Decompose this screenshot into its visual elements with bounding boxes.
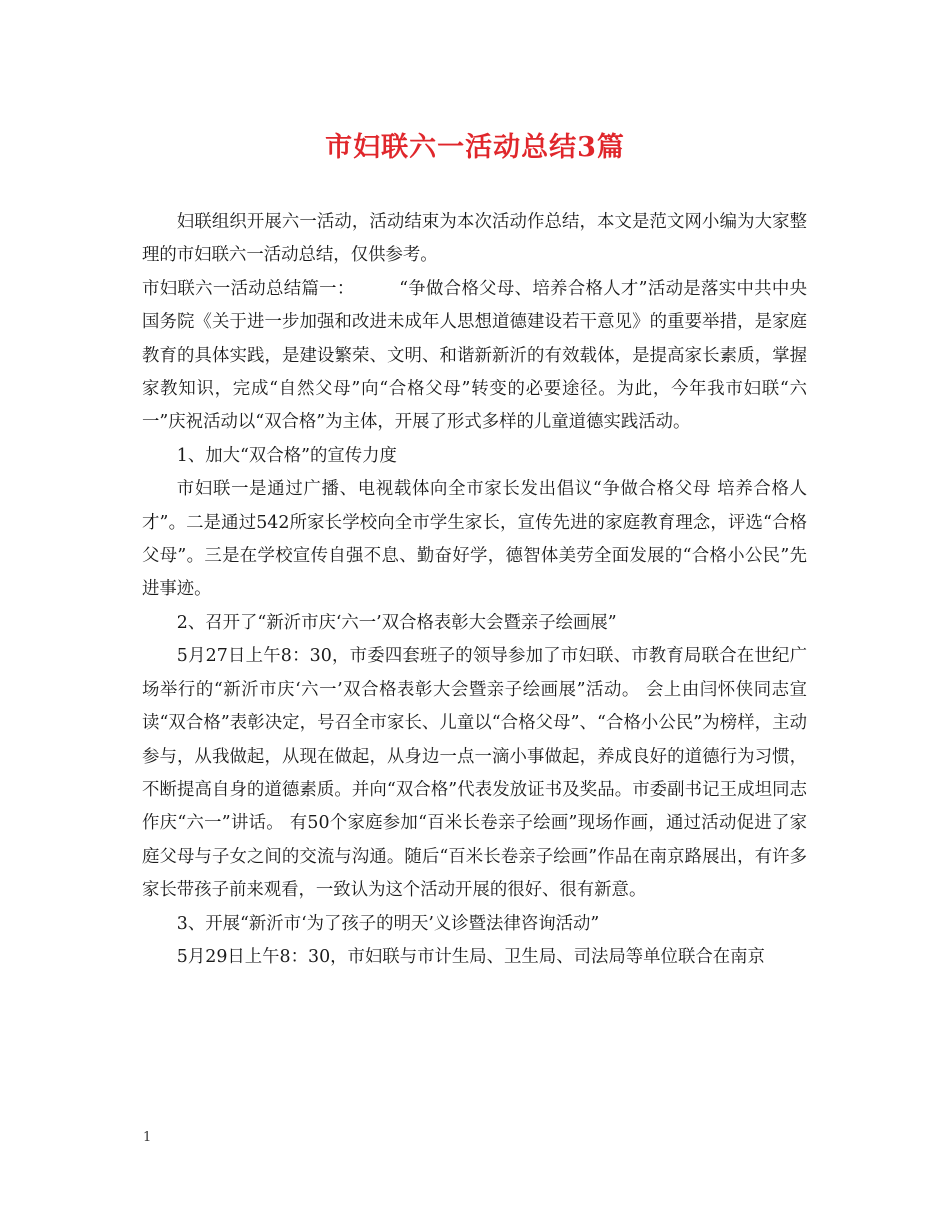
- section-heading-1: 1、加大“双合格”的宣传力度: [176, 445, 397, 466]
- paragraph-section-1: 市妇联一是通过广播、电视载体向全市家长发出倡议“争做合格父母 培养合格人才”。二是通过542所家长学校向全市学生家长，宣传先进的家庭教育理念，评选“合格父母”。三是在学校宣传自强不息、勤奋好学，德智体美劳全面发展的“合格小公民”先进事迹。: [142, 479, 807, 600]
- document-body: [142, 206, 807, 974]
- section-heading-2: 2、召开了“新沂市庆‘六一’双合格表彰大会暨亲子绘画展”: [176, 612, 617, 633]
- section-heading-3: 3、开展“新沂市‘为了孩子的明天’义诊暨法律咨询活动”: [176, 913, 600, 934]
- paragraph-section-2: 5月27日上午8：30，市委四套班子的领导参加了市妇联、市教育局联合在世纪广场举行的“新沂市庆‘六一’双合格表彰大会暨亲子绘画展”活动。 会上由闫怀侠同志宣读“双合格”表彰决定，号召全市家长、儿童以“合格父母”、“合格小公民”为榜样，主动参与，从我做起，从现在做起，从身边一点一滴小事做起，养成良好的道德行为习惯，不断提高自身的道德素质。并向“双合格”代表发放证书及奖品。市委副书记王成坦同志作庆“六一”讲话。 有50个家庭参加“百米长卷亲子绘画”现场作画，通过活动促进了家庭父母与子女之间的交流与沟通。随后“百米长卷亲子绘画”作品在南京路展出，有许多家长带孩子前来观看，一致认为这个活动开展的很好、很有新意。: [142, 646, 807, 901]
- paragraph-intro: 妇联组织开展六一活动，活动结束为本次活动作总结，本文是范文网小编为大家整理的市妇联六一活动总结，仅供参考。: [142, 212, 807, 266]
- paragraph-article-one: 市妇联六一活动总结篇一： “争做合格父母、培养合格人才”活动是落实中共中央国务院《关于进一步加强和改进未成年人思想道德建设若干意见》的重要举措，是家庭教育的具体实践，是建设繁荣、文明、和谐新新沂的有效载体，是提高家长素质，掌握家教知识，完成“自然父母”向“合格父母”转变的必要途径。为此，今年我市妇联“六一”庆祝活动以“双合格”为主体，开展了形式多样的儿童道德实践活动。: [142, 278, 807, 433]
- document-title: 市妇联六一活动总结3篇: [325, 132, 625, 163]
- page-number: 1: [143, 1130, 152, 1145]
- paragraph-section-3: 5月29日上午8：30，市妇联与市计生局、卫生局、司法局等单位联合在南京: [176, 946, 765, 967]
